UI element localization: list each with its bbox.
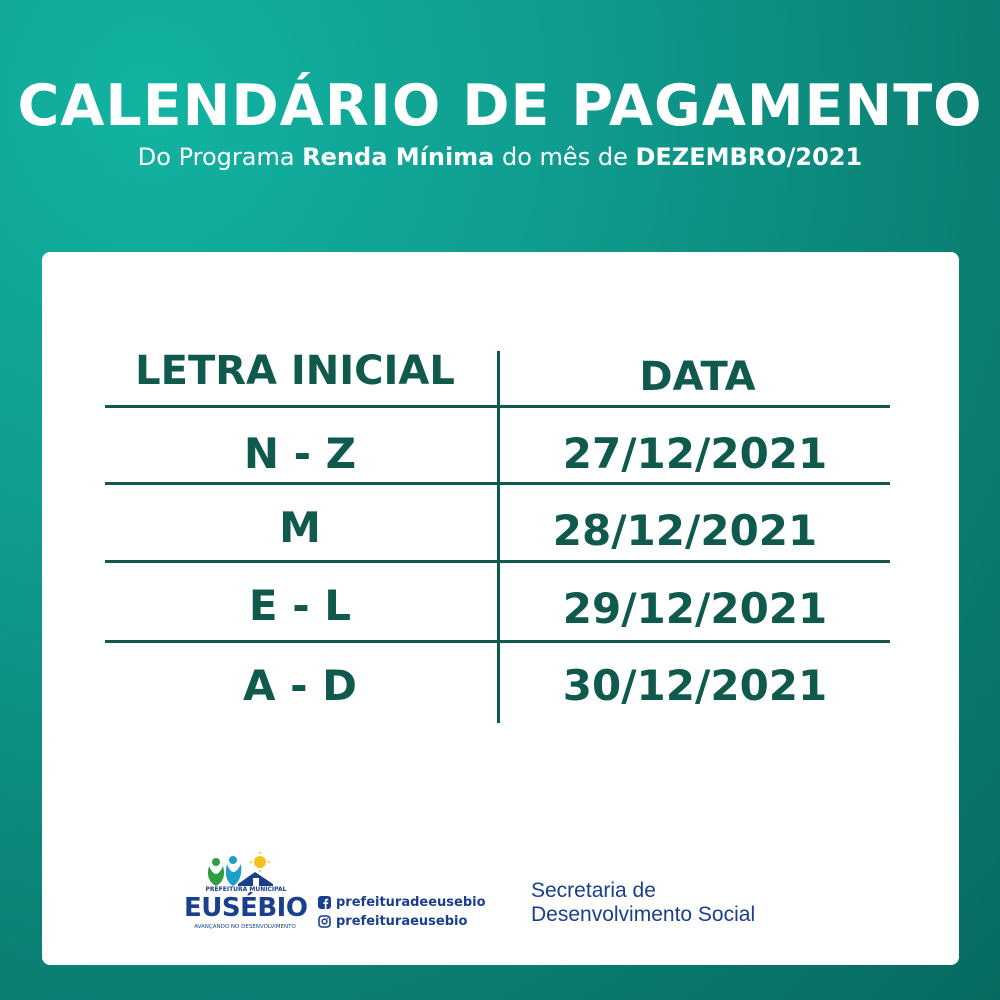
facebook-icon	[318, 896, 331, 909]
subtitle-month: DEZEMBRO/2021	[635, 143, 863, 171]
row-1-letter: N - Z	[243, 429, 357, 478]
page-subtitle	[0, 145, 1000, 169]
row-3-date: 29/12/2021	[562, 584, 828, 633]
logo-tagline: AVANÇANDO NO DESENVOLVIMENTO	[194, 924, 296, 930]
row-4-letter: A - D	[242, 661, 358, 710]
row-divider	[105, 560, 890, 563]
subtitle-program: Renda Mínima	[302, 143, 495, 171]
logo-name: EUSÉBIO	[184, 893, 308, 923]
header-letter: LETRA INICIAL	[135, 348, 455, 394]
row-divider	[105, 405, 890, 408]
page-title: CALENDÁRIO DE PAGAMENTO	[17, 73, 983, 139]
subtitle-text-2: do mês de	[494, 143, 636, 171]
row-1-date: 27/12/2021	[562, 429, 828, 478]
facebook-handle[interactable]	[318, 896, 486, 909]
row-divider	[105, 640, 890, 643]
facebook-handle-text: prefeituradeeusebio	[336, 895, 486, 910]
row-divider	[105, 482, 890, 485]
row-4-date: 30/12/2021	[562, 661, 828, 710]
row-3-letter: E - L	[248, 581, 352, 630]
instagram-handle[interactable]	[318, 915, 467, 928]
subtitle-text-1: Do Programa	[137, 143, 303, 171]
secretaria-line-2: Desenvolvimento Social	[531, 903, 756, 926]
secretaria-line-1: Secretaria de	[531, 879, 656, 902]
secretaria-label	[531, 879, 755, 927]
row-2-date: 28/12/2021	[552, 506, 818, 555]
header-date: DATA	[639, 354, 756, 400]
row-2-letter: M	[279, 503, 321, 552]
instagram-icon	[318, 915, 331, 928]
logo-top-text: PREFEITURA MUNICIPAL	[205, 886, 287, 893]
payment-table	[105, 335, 890, 725]
instagram-handle-text: prefeituraeusebio	[336, 914, 468, 929]
